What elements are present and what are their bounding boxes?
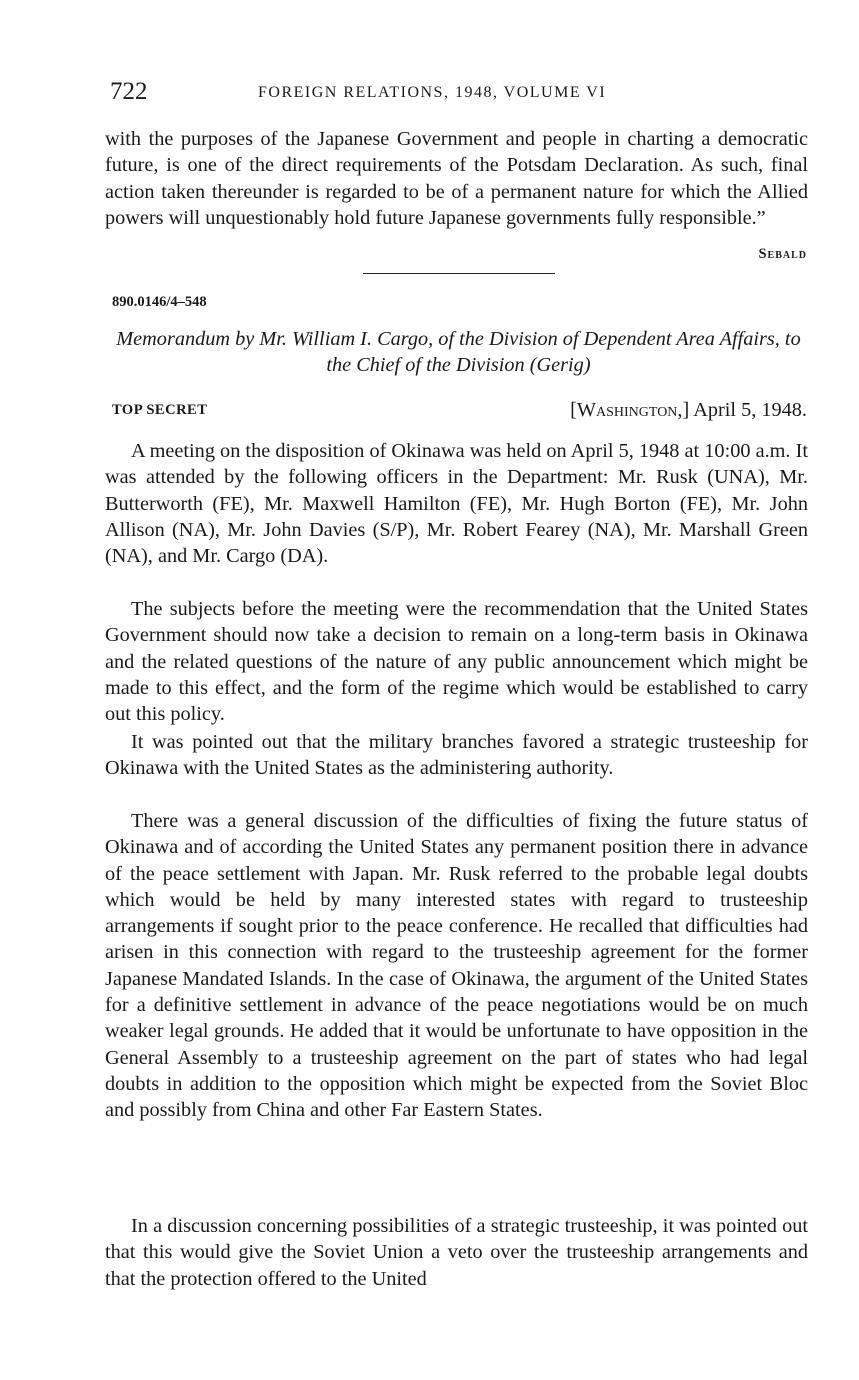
page-number: 722 [110, 78, 148, 105]
running-title: FOREIGN RELATIONS, 1948, VOLUME VI [258, 84, 607, 101]
paragraph-1: A meeting on the disposition of Okinawa was held on April 5, 1948 at 10:00 a.m. It was attended by the following officers in the Department: Mr. Rusk (UNA), Mr. Butterworth (FE), Mr. Maxwell Hamilton (FE), Mr. Hugh Borton (FE), Mr. John Allison (NA), Mr. John Davies (S/P), Mr. Robert Fearey (NA), Mr. Marshall Green (NA), and Mr. Cargo (DA). [105, 440, 808, 568]
classification: TOP SECRET [112, 402, 208, 418]
document-title: Memorandum by Mr. William I. Cargo, of the Division of Dependent Area Affairs, to the Chief of the Division (Gerig) [116, 328, 801, 376]
paragraph-5: In a discussion concerning possibilities of a strategic trusteeship, it was pointed out that this would give the Soviet Union a veto over the trusteeship arrangements and that the protection offered to the United [105, 1215, 808, 1290]
paragraph-3: It was pointed out that the military branches favored a strategic trusteeship for Okinawa with the United States as the administering authority. [105, 731, 808, 780]
section-divider [363, 273, 555, 274]
file-number: 890.0146/4–548 [112, 294, 207, 310]
continuation-paragraph: with the purposes of the Japanese Government and people in charting a democratic future, is one of the direct requirements of the Potsdam Declaration. As such, final action taken thereunder is regarded to be of a permanent nature for which the Allied powers will unquestionably hold future Japanese governments fully responsible.” [105, 128, 808, 229]
place-bracket-close: ,] [677, 399, 690, 421]
paragraph-4: There was a general discussion of the difficulties of fixing the future status of Okinawa and of according the United States any permanent position there in advance of the peace settlement with Japan. Mr. Rusk referred to the probable legal doubts which would be held by many interested states with regard to trusteeship arrangements if sought prior to the peace conference. He recalled that difficulties had arisen in this connection with regard to the trusteeship agreement for the former Japanese Mandated Islands. In the case of Okinawa, the argument of the United States for a definitive settlement in advance of the peace negotiations would be on much weaker legal grounds. He added that it would be unfortunate to have opposition in the General Assembly to a trusteeship agreement on the part of states who had legal doubts in addition to the opposition which might be expected from the Soviet Bloc and possibly from China and other Far Eastern States. [105, 810, 808, 1122]
paragraph-2: The subjects before the meeting were the recommendation that the United States Government should now take a decision to remain on a long-term basis in Okinawa and the related questions of the nature of any public announcement which might be made to this effect, and the form of the regime which would be established to carry out this policy. [105, 598, 808, 726]
place: Washington [576, 399, 678, 421]
page-header [110, 78, 810, 108]
place-bracket-open: [ [570, 399, 577, 421]
signature: Sebald [758, 246, 807, 262]
date: April 5, 1948. [693, 399, 807, 421]
dateline [570, 399, 807, 422]
